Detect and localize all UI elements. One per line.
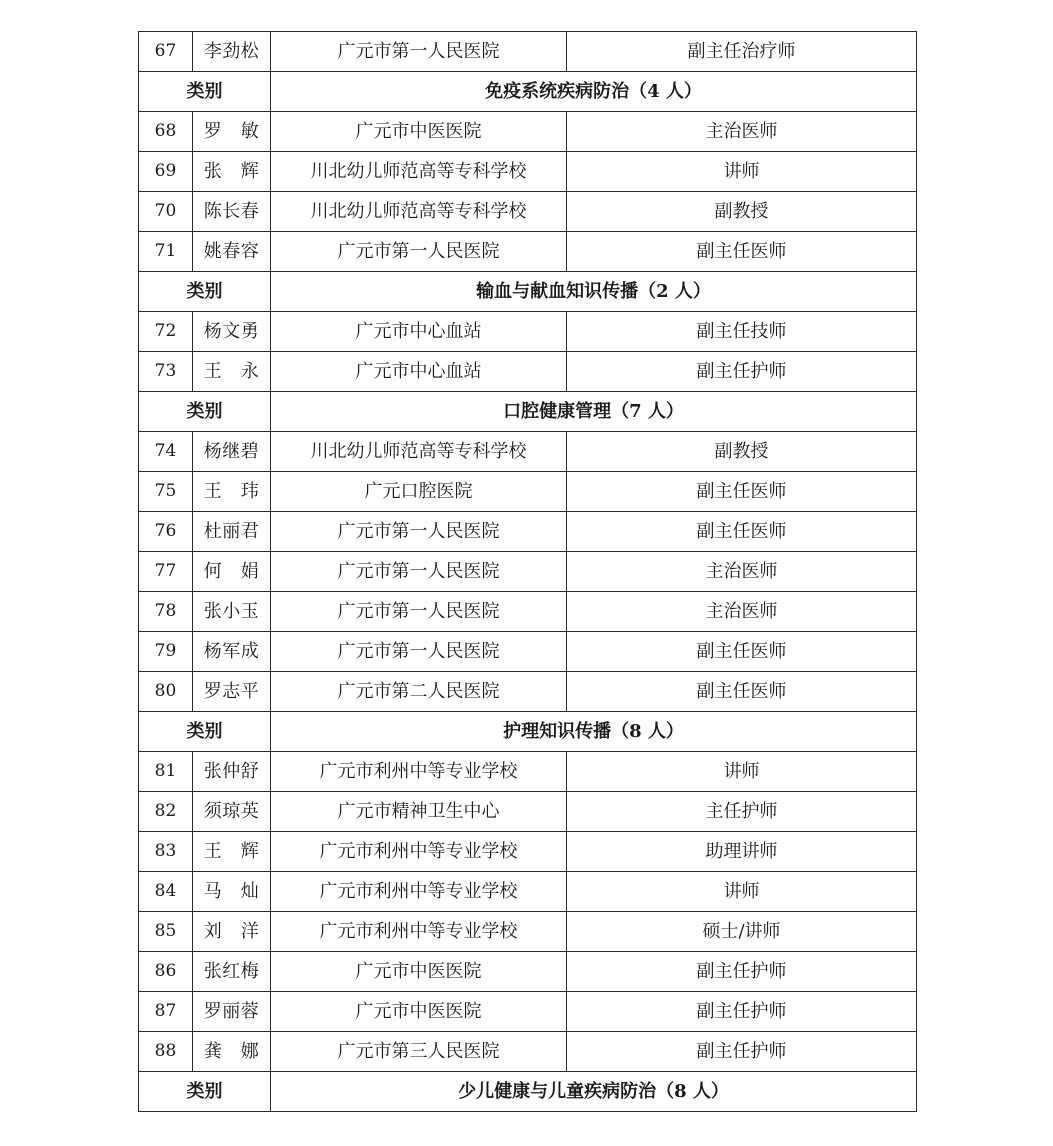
organization: 广元市中医医院: [271, 952, 567, 992]
table-row: [139, 352, 917, 392]
row-number: 73: [139, 352, 193, 392]
person-name: 张仲舒: [193, 752, 271, 792]
row-number: 86: [139, 952, 193, 992]
job-title: 主治医师: [567, 552, 917, 592]
roster-table: [138, 31, 917, 1112]
row-number: 74: [139, 432, 193, 472]
table-row: [139, 752, 917, 792]
person-name: 杨继碧: [193, 432, 271, 472]
row-number: 87: [139, 992, 193, 1032]
row-number: 70: [139, 192, 193, 232]
person-name: 何 娟: [193, 552, 271, 592]
category-row: [139, 392, 917, 432]
category-row: [139, 72, 917, 112]
job-title: 主任护师: [567, 792, 917, 832]
table-row: [139, 152, 917, 192]
row-number: 85: [139, 912, 193, 952]
row-number: 69: [139, 152, 193, 192]
row-number: 67: [139, 32, 193, 72]
category-title: 口腔健康管理（7 人）: [271, 392, 917, 432]
table-row: [139, 312, 917, 352]
organization: 广元市第一人民医院: [271, 32, 567, 72]
job-title: 副主任护师: [567, 992, 917, 1032]
organization: 广元市精神卫生中心: [271, 792, 567, 832]
category-row: [139, 1072, 917, 1112]
organization: 广元市第一人民医院: [271, 592, 567, 632]
row-number: 75: [139, 472, 193, 512]
job-title: 副主任医师: [567, 672, 917, 712]
organization: 广元市利州中等专业学校: [271, 872, 567, 912]
category-row: [139, 712, 917, 752]
table-row: [139, 32, 917, 72]
row-number: 68: [139, 112, 193, 152]
organization: 川北幼儿师范高等专科学校: [271, 192, 567, 232]
table-row: [139, 192, 917, 232]
organization: 川北幼儿师范高等专科学校: [271, 432, 567, 472]
job-title: 副主任护师: [567, 352, 917, 392]
person-name: 马 灿: [193, 872, 271, 912]
row-number: 81: [139, 752, 193, 792]
job-title: 副主任治疗师: [567, 32, 917, 72]
category-label: 类别: [139, 392, 271, 432]
category-row: [139, 272, 917, 312]
job-title: 副主任医师: [567, 232, 917, 272]
organization: 广元市中医医院: [271, 112, 567, 152]
row-number: 79: [139, 632, 193, 672]
organization: 广元市利州中等专业学校: [271, 752, 567, 792]
row-number: 72: [139, 312, 193, 352]
organization: 川北幼儿师范高等专科学校: [271, 152, 567, 192]
row-number: 88: [139, 1032, 193, 1072]
job-title: 副主任医师: [567, 472, 917, 512]
category-title: 护理知识传播（8 人）: [271, 712, 917, 752]
person-name: 王 玮: [193, 472, 271, 512]
person-name: 陈长春: [193, 192, 271, 232]
organization: 广元市利州中等专业学校: [271, 832, 567, 872]
table-row: [139, 432, 917, 472]
organization: 广元市利州中等专业学校: [271, 912, 567, 952]
row-number: 76: [139, 512, 193, 552]
person-name: 罗 敏: [193, 112, 271, 152]
person-name: 王 辉: [193, 832, 271, 872]
row-number: 71: [139, 232, 193, 272]
organization: 广元口腔医院: [271, 472, 567, 512]
organization: 广元市第二人民医院: [271, 672, 567, 712]
job-title: 讲师: [567, 152, 917, 192]
row-number: 84: [139, 872, 193, 912]
job-title: 副教授: [567, 192, 917, 232]
job-title: 主治医师: [567, 592, 917, 632]
organization: 广元市第一人民医院: [271, 552, 567, 592]
person-name: 杨文勇: [193, 312, 271, 352]
organization: 广元市第三人民医院: [271, 1032, 567, 1072]
job-title: 副主任医师: [567, 632, 917, 672]
table-row: [139, 992, 917, 1032]
table-row: [139, 552, 917, 592]
category-label: 类别: [139, 712, 271, 752]
category-label: 类别: [139, 72, 271, 112]
person-name: 刘 洋: [193, 912, 271, 952]
organization: 广元市中医医院: [271, 992, 567, 1032]
person-name: 杜丽君: [193, 512, 271, 552]
table-row: [139, 672, 917, 712]
table-row: [139, 592, 917, 632]
job-title: 助理讲师: [567, 832, 917, 872]
roster-body: [139, 32, 917, 1112]
job-title: 硕士/讲师: [567, 912, 917, 952]
person-name: 李劲松: [193, 32, 271, 72]
job-title: 副教授: [567, 432, 917, 472]
person-name: 姚春容: [193, 232, 271, 272]
table-row: [139, 952, 917, 992]
table-row: [139, 472, 917, 512]
table-row: [139, 632, 917, 672]
row-number: 83: [139, 832, 193, 872]
table-row: [139, 872, 917, 912]
table-row: [139, 832, 917, 872]
category-title: 少儿健康与儿童疾病防治（8 人）: [271, 1072, 917, 1112]
person-name: 龚 娜: [193, 1032, 271, 1072]
organization: 广元市第一人民医院: [271, 512, 567, 552]
organization: 广元市第一人民医院: [271, 232, 567, 272]
job-title: 副主任护师: [567, 1032, 917, 1072]
person-name: 王 永: [193, 352, 271, 392]
person-name: 杨军成: [193, 632, 271, 672]
job-title: 主治医师: [567, 112, 917, 152]
organization: 广元市第一人民医院: [271, 632, 567, 672]
table-row: [139, 232, 917, 272]
organization: 广元市中心血站: [271, 312, 567, 352]
person-name: 张 辉: [193, 152, 271, 192]
job-title: 副主任护师: [567, 952, 917, 992]
table-row: [139, 112, 917, 152]
table-row: [139, 1032, 917, 1072]
person-name: 张红梅: [193, 952, 271, 992]
table-row: [139, 912, 917, 952]
person-name: 须琼英: [193, 792, 271, 832]
category-label: 类别: [139, 272, 271, 312]
person-name: 张小玉: [193, 592, 271, 632]
person-name: 罗丽蓉: [193, 992, 271, 1032]
person-name: 罗志平: [193, 672, 271, 712]
row-number: 82: [139, 792, 193, 832]
category-label: 类别: [139, 1072, 271, 1112]
row-number: 78: [139, 592, 193, 632]
category-title: 输血与献血知识传播（2 人）: [271, 272, 917, 312]
category-title: 免疫系统疾病防治（4 人）: [271, 72, 917, 112]
job-title: 副主任技师: [567, 312, 917, 352]
job-title: 讲师: [567, 752, 917, 792]
job-title: 讲师: [567, 872, 917, 912]
job-title: 副主任医师: [567, 512, 917, 552]
table-row: [139, 512, 917, 552]
row-number: 77: [139, 552, 193, 592]
table-row: [139, 792, 917, 832]
row-number: 80: [139, 672, 193, 712]
organization: 广元市中心血站: [271, 352, 567, 392]
